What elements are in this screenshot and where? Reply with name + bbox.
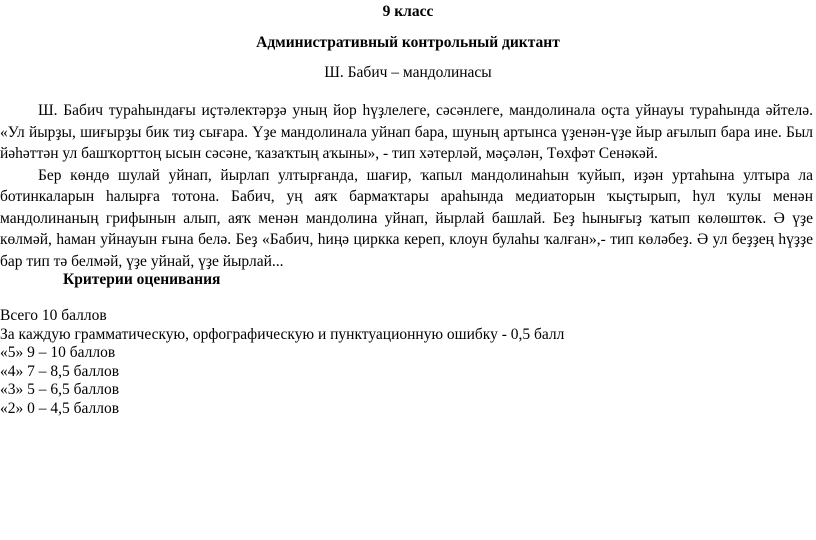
criteria-list xyxy=(0,307,564,419)
criteria-grade-3: «3» 5 – 6,5 баллов xyxy=(0,381,120,399)
dictation-subtitle: Ш. Бабич – мандолинасы xyxy=(324,64,492,81)
dictation-paragraph-1: Ш. Бабич тураһындағы иҫтәлектәрҙә уның йор һүҙлелеге, сәсәнлеге, мандолинала оҫта уйнауы тураһында әйтелә. «Ул йырҙы, шиғырҙы бик тиҙ сығара. Үҙе мандолинала уйнап бара, шуның артынса үҙенән-үҙе йыр ағылып бара ине. Был йәһәттән ул башҡорттоң ысын сәсәне, ҡазаҡтың аҡыны», - тип хәтерләй, мәҫәлән, Төхфәт Сенәкәй. xyxy=(0,102,813,162)
grade-heading: 9 класс xyxy=(382,3,434,20)
criteria-heading: Критерии оценивания xyxy=(63,271,221,288)
page-title: Административный контрольный диктант xyxy=(256,34,560,51)
dictation-text xyxy=(0,100,813,272)
dictation-paragraph-2: Бер көндө шулай уйнап, йырлап ултырғанда, шағир, ҡапыл мандолинаһын ҡуйып, иҙән уртаһына ултыра ла ботинкаларын һалырға тотона. Бабич, уң аяҡ бармаҡтары араһында медиаторын ҡыҫтырып, һул ҡулы менән мандолинаның грифынын алып, аяҡ менән мандолина уйнап, йырлай башлай. Беҙ һынығыҙ ҡатып көлөштөк. Ә үҙе көлмәй, һаман уйнауын ғына белә. Беҙ «Бабич, һиңә циркка кереп, клоун булаһы ҡалған»,- тип көләбеҙ. Ә ул беҙҙең һүҙҙе бар тип тә белмәй, үҙе уйнай, үҙе йырлай... xyxy=(0,166,813,270)
criteria-grade-4: «4» 7 – 8,5 баллов xyxy=(0,362,120,380)
criteria-grade-2: «2» 0 – 4,5 баллов xyxy=(0,399,120,417)
criteria-total: Всего 10 баллов xyxy=(0,307,107,324)
criteria-grade-5: «5» 9 – 10 баллов xyxy=(0,344,116,362)
criteria-rule: За каждую грамматическую, орфографическую и пунктуационную ошибку - 0,5 балл xyxy=(0,325,565,343)
